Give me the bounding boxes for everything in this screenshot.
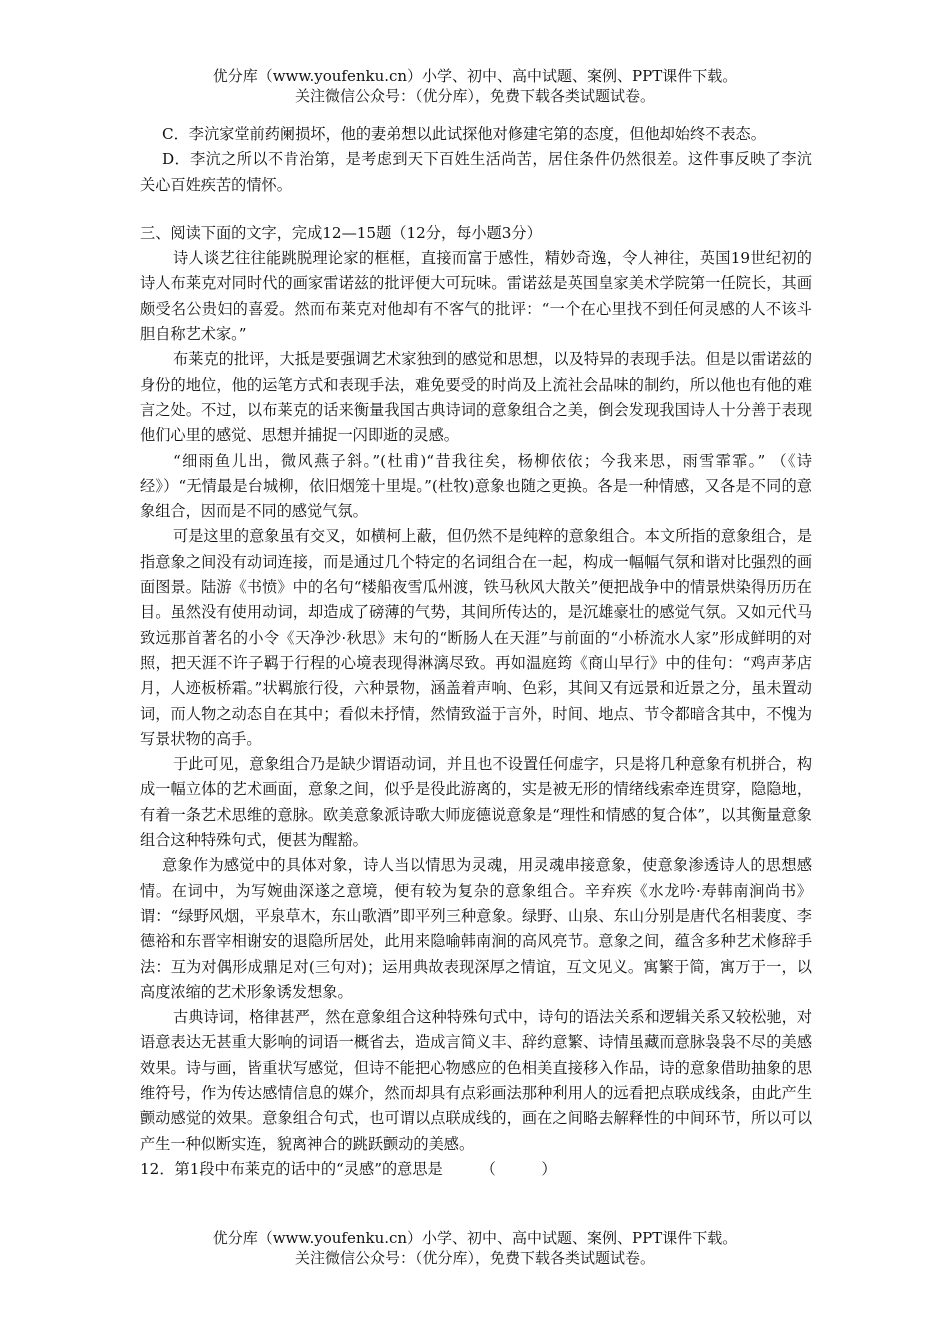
- section-title: 三、阅读下面的文字，完成12—15题（12分，每小题3分）: [140, 223, 542, 242]
- passage-paragraph-7: 古典诗词，格律甚严，然在意象组合这种特殊句式中，诗句的语法关系和逻辑关系又较松驰，对语意表达无甚重大影响的词语一概省去，造成言简义丰、辞约意繁、诗情虽藏而意脉袅袅不尽的美感效果。诗与画，皆重状写感觉，但诗不能把心物感应的色相美直接移入作品，诗的意象借助抽象的思维符号，作为传达感情信息的媒介，然而却具有点彩画法那种利用人的远看把点联成线条，由此产生颤动感觉的效果。意象组合句式，也可谓以点联成线的，画在之间略去解释性的中间环节，所以可以产生一种似断实连，貌离神合的跳跃颤动的美感。: [140, 1008, 812, 1153]
- passage-paragraph-1: 诗人谈艺往往能跳脱理论家的框框，直接而富于感性，精妙奇逸，令人神往，英国19世纪初的诗人布莱克对同时代的画家雷诺兹的批评便大可玩味。雷诺兹是英国皇家美术学院第一任院长，其画颇受名公贵妇的喜爱。然而布莱克对他却有不客气的批评：“一个在心里找不到任何灵感的人不该斗胆自称艺术家。”: [140, 249, 812, 344]
- spacer: [140, 198, 812, 221]
- page-header: [0, 66, 950, 106]
- passage-paragraph-4: 可是这里的意象虽有交叉，如横柯上蔽，但仍然不是纯粹的意象组合。本文所指的意象组合，是指意象之间没有动词连接，而是通过几个特定的名词组合在一起，构成一幅幅气氛和谐对比强烈的画面图景。陆游《书愤》中的名句“楼船夜雪瓜州渡，铁马秋风大散关”便把战争中的情景烘染得历历在目。虽然没有使用动词，却造成了磅薄的气势，其间所传达的，是沉雄豪壮的感觉气氛。又如元代马致远那首著名的小令《天净沙·秋思》末句的“断肠人在天涯”与前面的“小桥流水人家”形成鲜明的对照，把天涯不许子羁于行程的心境表现得淋漓尽致。再如温庭筠《商山早行》中的佳句：“鸡声茅店月，人迹板桥霜。”状羁旅行役，六种景物，涵盖着声响、色彩，其间又有远景和近景之分，虽未置动词，而人物之动态自在其中；看似未抒情，然情致溢于言外，时间、地点、节令都暗含其中，不愧为写景状物的高手。: [140, 527, 812, 748]
- question-12: 12．第1段中布莱克的话中的“灵感”的意思是 （ ）: [140, 1159, 557, 1178]
- passage-paragraph-5: 于此可见，意象组合乃是缺少谓语动词，并且也不设置任何虚字，只是将几种意象有机拼合，构成一幅立体的艺术画面，意象之间，似乎是役此游离的，实是被无形的情绪线索牵连贯穿，隐隐地，有着一条艺术思维的意脉。欧美意象派诗歌大师庞德说意象是“理性和情感的复合体”，以其衡量意象组合这种特殊句式，便甚为醒豁。: [140, 755, 812, 850]
- passage-paragraph-3: “细雨鱼儿出，微风燕子斜。”(杜甫)“昔我往矣，杨柳依依；今我来思，雨雪霏霏。” （《诗经》）“无情最是台城柳，依旧烟笼十里堤。”(杜牧)意象也随之更换。各是一种情感，又各是不同的意象组合，因而是不同的感觉气氛。: [140, 451, 812, 521]
- passage-paragraph-6: 意象作为感觉中的具体对象，诗人当以情思为灵魂，用灵魂串接意象，使意象渗透诗人的思想感情。在词中，为写婉曲深遂之意境，便有较为复杂的意象组合。辛弃疾《水龙吟·寿韩南涧尚书》谓：“绿野风烟，平泉草木，东山歌酒”即平列三种意象。绿野、山泉、东山分别是唐代名相裴度、李德裕和东晋宰相谢安的退隐所居处，此用来隐喻韩南涧的高风亮节。意象之间，蕴含多种艺术修辞手法：互为对偶形成鼎足对(三句对)；运用典故表现深厚之情谊，互文见义。寓繁于简，寓万于一，以高度浓缩的艺术形象诱发想象。: [140, 856, 812, 1001]
- document-body: [140, 122, 812, 1182]
- header-line-2: 关注微信公众号：（优分库），免费下载各类试题试卷。: [294, 87, 655, 105]
- footer-line-1: 优分库（www.youfenku.cn）小学、初中、高中试题、案例、PPT课件下载。: [212, 1229, 738, 1247]
- passage-paragraph-2: 布莱克的批评，大抵是要强调艺术家独到的感觉和思想，以及特异的表现手法。但是以雷诺兹的身份的地位，他的运笔方式和表现手法，难免要受的时尚及上流社会品味的制约，所以他也有他的难言之处。不过，以布莱克的话来衡量我国古典诗词的意象组合之美，倒会发现我国诗人十分善于表现他们心里的感觉、思想并捕捉一闪即逝的灵感。: [140, 350, 812, 445]
- header-line-1: 优分库（www.youfenku.cn）小学、初中、高中试题、案例、PPT课件下载。: [212, 67, 738, 85]
- option-d: D．李沆之所以不肯治第，是考虑到天下百姓生活尚苦，居住条件仍然很差。这件事反映了李沆关心百姓疾苦的情怀。: [140, 150, 812, 194]
- page-footer: [0, 1228, 950, 1268]
- option-c: C．李沆家堂前药阑损坏，他的妻弟想以此试探他对修建宅第的态度，但他却始终不表态。: [162, 125, 766, 143]
- footer-line-2: 关注微信公众号：（优分库），免费下载各类试题试卷。: [294, 1249, 655, 1267]
